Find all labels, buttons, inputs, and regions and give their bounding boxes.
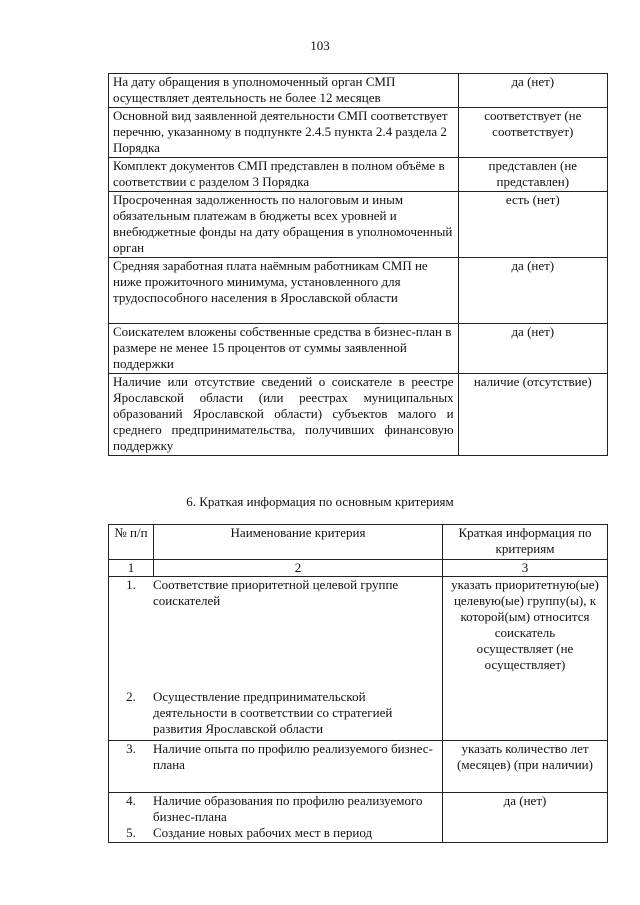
item-name: Соответствие приоритетной целевой группе соискателей <box>153 577 399 608</box>
table-row <box>109 74 608 108</box>
table-row <box>109 192 608 258</box>
value-cell: наличие (отсутствие) <box>458 374 607 456</box>
list-item <box>112 689 439 737</box>
merged-criteria-cell <box>109 793 443 843</box>
header-name: Наименование критерия <box>154 525 443 560</box>
item-number: 2. <box>126 689 136 704</box>
item-number: 4. <box>126 793 136 808</box>
table-row <box>109 374 608 456</box>
column-numbers-row <box>109 560 608 577</box>
list-item <box>112 825 439 841</box>
info-cell <box>443 577 608 741</box>
criterion-cell: Просроченная задолженность по налоговым и иным обязательным платежам в бюджеты всех уровней и внебюджетные фонды на дату обращения в уполномоченный орган <box>109 192 459 258</box>
table-row <box>109 158 608 192</box>
list-item <box>112 741 439 773</box>
criterion-cell: Средняя заработная плата наёмным работникам СМП не ниже прожиточного минимума, установленного для трудоспособного населения в Ярославской области <box>109 258 459 324</box>
header-num: № п/п <box>109 525 154 560</box>
item-number: 5. <box>126 825 136 840</box>
merged-criteria-cell <box>109 577 443 741</box>
list-item <box>112 793 439 825</box>
info-text: указать приоритетную(ые) целевую(ые) группу(ы), к которой(ым) относится соискатель <box>451 577 599 640</box>
info-cell: указать количество лет (месяцев) (при наличии) <box>443 741 608 793</box>
item-number: 3. <box>126 741 136 756</box>
value-cell: представлен (не представлен) <box>458 158 607 192</box>
table-header-row <box>109 525 608 560</box>
section-title: 6. Краткая информация по основным критериям <box>186 494 454 509</box>
table-row <box>109 741 608 793</box>
merged-criteria-cell <box>109 741 443 793</box>
item-name: Наличие образования по профилю реализуемого бизнес-плана <box>153 793 423 824</box>
table-row <box>109 108 608 158</box>
column-number: 2 <box>154 560 443 577</box>
column-number: 1 <box>109 560 154 577</box>
value-cell: да (нет) <box>458 258 607 324</box>
criterion-cell: Комплект документов СМП представлен в полном объёме в соответствии с разделом 3 Порядка <box>109 158 459 192</box>
criteria-table <box>108 73 608 456</box>
value-cell: соответствует (не соответствует) <box>458 108 607 158</box>
item-name: Создание новых рабочих мест в период <box>153 825 373 840</box>
value-cell: да (нет) <box>458 74 607 108</box>
info-text: осуществляет (не осуществляет) <box>476 641 574 672</box>
table-row <box>109 577 608 741</box>
table-row <box>109 793 608 843</box>
table-row <box>109 324 608 374</box>
header-info: Краткая информация по критериям <box>443 525 608 560</box>
value-cell: да (нет) <box>458 324 607 374</box>
table-row <box>109 258 608 324</box>
value-cell: есть (нет) <box>458 192 607 258</box>
column-number: 3 <box>443 560 608 577</box>
criterion-cell: Наличие или отсутствие сведений о соискателе в реестре Ярославской области (или реестрах муниципальных образований Ярославской области) субъектов малого и среднего предпринимательства, получивших финансовую поддержку <box>109 374 459 456</box>
criterion-cell: Соискателем вложены собственные средства в бизнес-план в размере не менее 15 процентов от суммы заявленной поддержки <box>109 324 459 374</box>
criterion-cell: Основной вид заявленной деятельности СМП соответствует перечню, указанному в подпункте 2.4.5 пункта 2.4 раздела 2 Порядка <box>109 108 459 158</box>
list-item <box>112 577 439 609</box>
item-name: Осуществление предпринимательской деятельности в соответствии со стратегией развития Ярославской области <box>153 689 393 736</box>
page-number: 103 <box>310 38 330 53</box>
info-cell: да (нет) <box>443 793 608 843</box>
summary-table <box>108 524 608 843</box>
item-number: 1. <box>126 577 136 592</box>
item-name: Наличие опыта по профилю реализуемого бизнес-плана <box>153 741 433 772</box>
criterion-cell: На дату обращения в уполномоченный орган СМП осуществляет деятельность не более 12 месяцев <box>109 74 459 108</box>
